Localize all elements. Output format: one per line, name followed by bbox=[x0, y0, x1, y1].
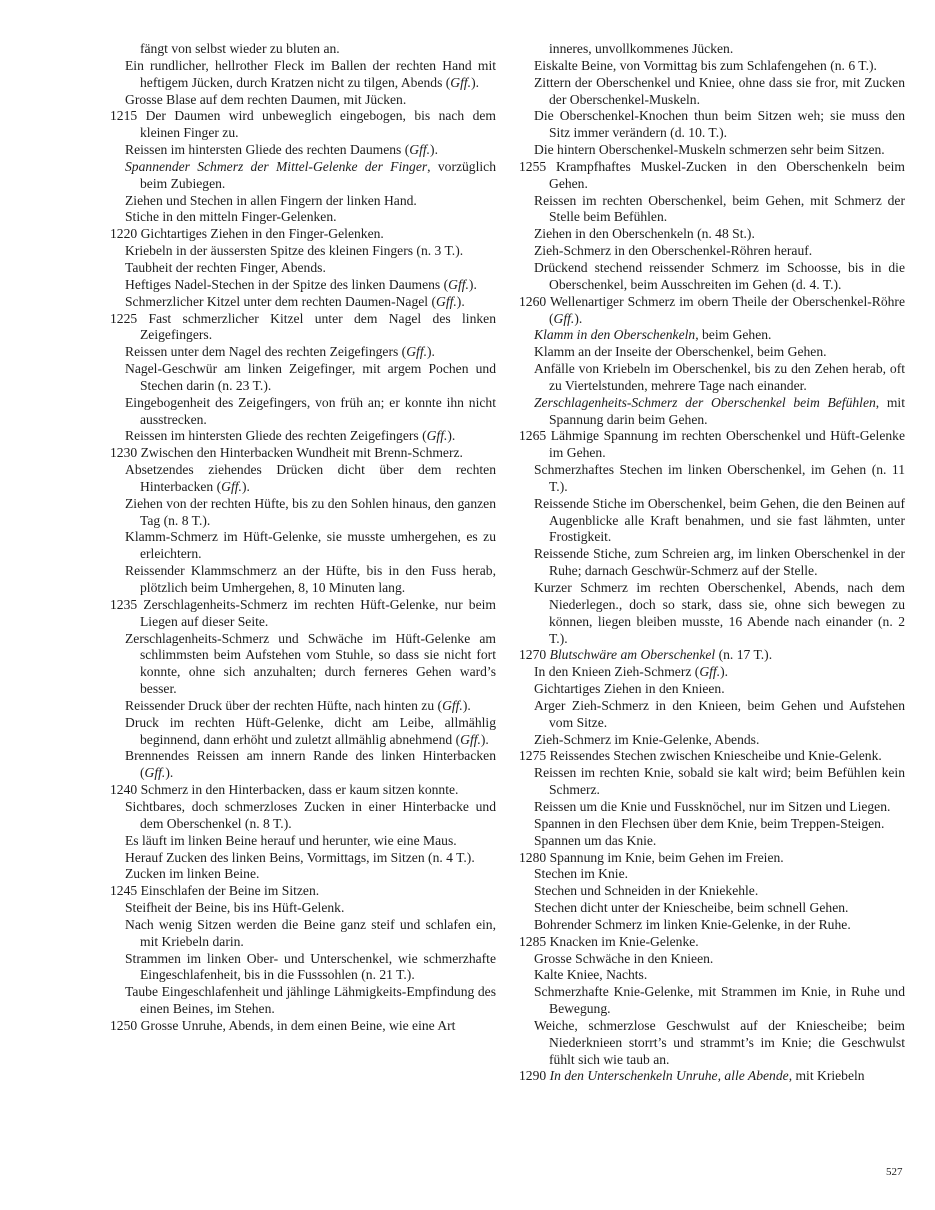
entry-text: , mit Kriebeln bbox=[788, 1068, 865, 1084]
entry-text: Strammen im linken Ober- und Unterschenkel, wie schmerzhafte Eingeschlafenheit, bis in die Fusssohlen (n. 21 T.). bbox=[125, 950, 496, 983]
entry-text: In den Knieen Zieh-Schmerz ( bbox=[534, 664, 700, 680]
entry-text: Anfälle von Kriebeln im Oberschenkel, bis zu den Zehen herab, oft zu Viertelstunden, mehrere Tage nach einander. bbox=[534, 361, 905, 393]
symptom-entry bbox=[110, 159, 496, 193]
symptom-entry bbox=[110, 92, 496, 109]
symptom-entry bbox=[110, 951, 496, 985]
entry-text: (n. 17 T.). bbox=[715, 647, 773, 663]
entry-text: Stiche in den mitteln Finger-Gelenken. bbox=[125, 209, 337, 225]
entry-text: ). bbox=[430, 142, 438, 158]
entry-text: Stechen im Knie. bbox=[534, 866, 629, 882]
symptom-entry bbox=[519, 428, 905, 462]
entry-text: , vorzüglich beim Zubiegen. bbox=[140, 158, 496, 191]
entry-text: Klamm-Schmerz im Hüft-Gelenke, sie musste umhergehen, es zu erleichtern. bbox=[125, 529, 496, 562]
symptom-entry bbox=[110, 698, 496, 715]
entry-text: Ein rundlicher, hellrother Fleck im Ballen der rechten Hand mit heftigem Jücken, durch Kratzen nicht zu tilgen, Abends ( bbox=[125, 57, 496, 90]
symptom-entry bbox=[110, 883, 496, 900]
entry-number: 1240 bbox=[110, 782, 138, 798]
symptom-entry bbox=[110, 395, 496, 429]
entry-text: Grosse Schwäche in den Knieen. bbox=[534, 950, 714, 966]
entry-text: Taubheit der rechten Finger, Abends. bbox=[125, 259, 326, 275]
entry-text: Schmerzlicher Kitzel unter dem rechten Daumen-Nagel ( bbox=[125, 293, 437, 309]
entry-text: Gff. bbox=[409, 142, 431, 158]
symptom-entry bbox=[519, 883, 905, 900]
symptom-entry bbox=[519, 647, 905, 664]
entry-text: Sichtbares, doch schmerzloses Zucken in einer Hinterbacke und dem Oberschenkel (n. 8 T.). bbox=[125, 798, 496, 831]
entry-text: Ziehen in den Oberschenkeln (n. 48 St.). bbox=[534, 226, 755, 242]
entry-text: Der Daumen wird unbeweglich eingebogen, bis nach dem kleinen Finger zu. bbox=[140, 108, 497, 141]
symptom-entry bbox=[110, 311, 496, 345]
entry-text: ). bbox=[427, 344, 435, 360]
entry-text: ). bbox=[165, 765, 174, 781]
entry-text: Spannung im Knie, beim Gehen im Freien. bbox=[549, 849, 784, 865]
symptom-entry bbox=[110, 866, 496, 883]
symptom-entry bbox=[519, 260, 905, 294]
symptom-entry bbox=[110, 260, 496, 277]
symptom-entry bbox=[110, 631, 496, 698]
entry-text: ). bbox=[241, 478, 250, 494]
symptom-entry bbox=[519, 816, 905, 833]
entry-text: fängt von selbst wieder zu bluten an. bbox=[140, 41, 340, 56]
symptom-entry bbox=[519, 294, 905, 328]
entry-text: ). bbox=[480, 731, 489, 747]
entry-text: Spannen um das Knie. bbox=[534, 832, 657, 848]
entry-number: 1225 bbox=[110, 310, 138, 326]
symptom-entry bbox=[519, 866, 905, 883]
entry-text: Brennendes Reissen am innern Rande des linken Hinterbacken ( bbox=[125, 748, 496, 781]
symptom-entry bbox=[519, 344, 905, 361]
entry-text: Zieh-Schmerz im Knie-Gelenke, Abends. bbox=[534, 731, 760, 747]
symptom-entry bbox=[519, 765, 905, 799]
symptom-entry bbox=[110, 748, 496, 782]
entry-text: , beim Gehen. bbox=[695, 327, 772, 343]
symptom-entry bbox=[110, 529, 496, 563]
entry-text: Arger Zieh-Schmerz in den Knieen, beim Gehen und Aufstehen vom Sitze. bbox=[534, 697, 905, 730]
page-number: 527 bbox=[886, 1166, 903, 1178]
entry-text: ). bbox=[456, 293, 465, 309]
entry-text: ). bbox=[447, 428, 456, 444]
entry-text: Bohrender Schmerz im linken Knie-Gelenke, in der Ruhe. bbox=[534, 916, 851, 932]
entry-text: Absetzendes ziehendes Drücken dicht über dem rechten Hinterbacken ( bbox=[125, 462, 496, 494]
entry-text: Reissen um die Knie und Fussknöchel, nur im Sitzen und Liegen. bbox=[534, 798, 891, 814]
entry-text: Grosse Unruhe, Abends, in dem einen Beine, wie eine Art bbox=[140, 1017, 456, 1033]
entry-text: Reissende Stiche, zum Schreien arg, im linken Oberschenkel in der Ruhe; darnach Geschwür-Schmerz auf der Stelle. bbox=[534, 546, 905, 579]
entry-text: Reissen im hintersten Gliede des rechten Zeigefingers ( bbox=[125, 428, 427, 444]
entry-text: Gff. bbox=[406, 344, 427, 360]
symptom-entry bbox=[110, 41, 496, 58]
symptom-entry bbox=[110, 243, 496, 260]
symptom-entry bbox=[519, 1018, 905, 1069]
entry-text: Zieh-Schmerz in den Oberschenkel-Röhren herauf. bbox=[534, 243, 813, 259]
symptom-entry bbox=[519, 327, 905, 344]
entry-text: Reissendes Stechen zwischen Kniescheibe und Knie-Gelenk. bbox=[549, 748, 882, 764]
symptom-entry bbox=[519, 732, 905, 749]
entry-text: Gichtartiges Ziehen in den Knieen. bbox=[534, 681, 725, 697]
entry-number: 1275 bbox=[519, 748, 547, 764]
entry-text: Schmerzhaftes Stechen im linken Oberschenkel, im Gehen (n. 11 T.). bbox=[534, 462, 905, 494]
entry-text: Reissen unter dem Nagel des rechten Zeigefingers ( bbox=[125, 344, 407, 360]
entry-text: Zerschlagenheits-Schmerz im rechten Hüft-Gelenke, nur beim Liegen auf dieser Seite. bbox=[140, 596, 496, 629]
symptom-entry bbox=[519, 108, 905, 142]
symptom-entry bbox=[519, 546, 905, 580]
entry-number: 1280 bbox=[519, 849, 547, 865]
entry-text: Gff. bbox=[448, 276, 469, 292]
entry-text: Heftiges Nadel-Stechen in der Spitze des linken Daumens ( bbox=[125, 276, 449, 292]
symptom-entry bbox=[519, 681, 905, 698]
entry-text: Klamm in den Oberschenkeln bbox=[534, 327, 696, 343]
entry-text: Gff. bbox=[144, 765, 166, 781]
symptom-entry bbox=[519, 580, 905, 647]
entry-text: Zwischen den Hinterbacken Wundheit mit Brenn-Schmerz. bbox=[140, 445, 463, 461]
entry-text: Reissen im rechten Oberschenkel, beim Gehen, mit Schmerz der Stelle beim Befühlen. bbox=[534, 192, 905, 225]
entry-text: Zittern der Oberschenkel und Kniee, ohne dass sie fror, mit Zucken der Oberschenkel-Muskeln. bbox=[534, 74, 905, 107]
entry-text: Kriebeln in der äussersten Spitze des kleinen Fingers (n. 3 T.). bbox=[125, 243, 464, 259]
entry-number: 1290 bbox=[519, 1068, 547, 1084]
symptom-entry bbox=[110, 715, 496, 749]
symptom-entry bbox=[519, 462, 905, 496]
symptom-entry bbox=[519, 243, 905, 260]
entry-text: Gff. bbox=[426, 428, 448, 444]
symptom-entry bbox=[519, 226, 905, 243]
symptom-entry bbox=[519, 664, 905, 681]
entry-text: Herauf Zucken des linken Beins, Vormittags, im Sitzen (n. 4 T.). bbox=[125, 849, 475, 865]
entry-text: Es läuft im linken Beine herauf und herunter, wie eine Maus. bbox=[125, 832, 457, 848]
entry-text: Gff. bbox=[450, 74, 472, 90]
symptom-entry bbox=[110, 142, 496, 159]
entry-text: Fast schmerzlicher Kitzel unter dem Nagel des linken Zeigefingers. bbox=[140, 310, 496, 343]
symptom-entry bbox=[519, 142, 905, 159]
symptom-entry bbox=[110, 850, 496, 867]
entry-text: Spannender Schmerz der Mittel-Gelenke der Finger bbox=[125, 158, 428, 174]
entry-text: Gff. bbox=[442, 697, 463, 713]
entry-text: Schmerzhafte Knie-Gelenke, mit Strammen im Knie, in Ruhe und Bewegung. bbox=[534, 984, 905, 1017]
entry-text: Kurzer Schmerz im rechten Oberschenkel, Abends, nach dem Niederlegen., doch so stark, dass sie, ohne sich bewegen zu können, liegen bleiben musste, 16 Abende nach einander (n. 2 T.). bbox=[534, 580, 905, 646]
entry-text: Wellenartiger Schmerz im obern Theile der Oberschenkel-Röhre ( bbox=[549, 293, 905, 326]
right-column bbox=[519, 41, 905, 1085]
entry-text: Reissender Klammschmerz an der Hüfte, bis in den Fuss herab, plötzlich beim Umhergehen, 8, 10 Minuten lang. bbox=[125, 563, 496, 595]
symptom-entry bbox=[110, 782, 496, 799]
symptom-entry bbox=[110, 428, 496, 445]
symptom-entry bbox=[519, 951, 905, 968]
symptom-entry bbox=[110, 277, 496, 294]
entry-number: 1250 bbox=[110, 1017, 138, 1033]
symptom-entry bbox=[110, 58, 496, 92]
entry-text: Ziehen von der rechten Hüfte, bis zu den Sohlen hinaus, den ganzen Tag (n. 8 T.). bbox=[125, 495, 496, 528]
symptom-entry bbox=[519, 984, 905, 1018]
symptom-entry bbox=[519, 934, 905, 951]
entry-text: Nach wenig Sitzen werden die Beine ganz steif und schlafen ein, mit Kriebeln darin. bbox=[125, 916, 496, 949]
entry-text: Schmerz in den Hinterbacken, dass er kaum sitzen konnte. bbox=[140, 782, 459, 798]
symptom-entry bbox=[110, 496, 496, 530]
entry-text: Gichtartiges Ziehen in den Finger-Gelenken. bbox=[140, 226, 384, 242]
symptom-entry bbox=[110, 984, 496, 1018]
entry-number: 1230 bbox=[110, 445, 138, 461]
entry-text: Die Oberschenkel-Knochen thun beim Sitzen weh; sie muss den Sitz immer verändern (d. 10. T.). bbox=[534, 108, 905, 141]
symptom-entry bbox=[519, 748, 905, 765]
entry-text: Stechen und Schneiden in der Kniekehle. bbox=[534, 883, 759, 899]
left-column bbox=[110, 41, 496, 1035]
symptom-entry bbox=[519, 58, 905, 75]
symptom-entry bbox=[110, 563, 496, 597]
entry-text: Gff. bbox=[699, 664, 721, 680]
entry-text: , mit Spannung darin beim Gehen. bbox=[549, 394, 905, 427]
entry-number: 1285 bbox=[519, 933, 547, 949]
entry-text: Kalte Kniee, Nachts. bbox=[534, 967, 648, 983]
entry-text: ). bbox=[462, 697, 471, 713]
symptom-entry bbox=[110, 361, 496, 395]
entry-number: 1245 bbox=[110, 883, 138, 899]
entry-text: Stechen dicht unter der Kniescheibe, beim schnell Gehen. bbox=[534, 900, 849, 916]
entry-text: Reissende Stiche im Oberschenkel, beim Gehen, die den Beinen auf Augenblicke alle Kraft benahmen, und sie fast lähmten, unter Frostigkeit. bbox=[534, 495, 905, 545]
symptom-entry bbox=[519, 900, 905, 917]
entry-number: 1255 bbox=[519, 158, 547, 174]
entry-text: In den Unterschenkeln Unruhe, alle Abende bbox=[549, 1068, 789, 1084]
symptom-entry bbox=[110, 193, 496, 210]
symptom-entry bbox=[519, 698, 905, 732]
entry-text: Einschlafen der Beine im Sitzen. bbox=[140, 883, 320, 899]
entry-text: Die hintern Oberschenkel-Muskeln schmerzen sehr beim Sitzen. bbox=[534, 142, 885, 158]
entry-number: 1235 bbox=[110, 596, 138, 612]
entry-text: Gff. bbox=[221, 478, 242, 494]
entry-text: Eiskalte Beine, von Vormittag bis zum Schlafengehen (n. 6 T.). bbox=[534, 57, 877, 73]
entry-text: Eingebogenheit des Zeigefingers, von früh an; er konnte ihn nicht ausstrecken. bbox=[125, 394, 496, 427]
entry-text: Gff. bbox=[460, 731, 481, 747]
symptom-entry bbox=[110, 209, 496, 226]
entry-number: 1260 bbox=[519, 293, 547, 309]
entry-text: Krampfhaftes Muskel-Zucken in den Oberschenkeln beim Gehen. bbox=[549, 158, 905, 191]
entry-text: Steifheit der Beine, bis ins Hüft-Gelenk. bbox=[125, 900, 345, 916]
entry-text: ). bbox=[574, 310, 583, 326]
entry-text: ). bbox=[471, 74, 480, 90]
entry-text: ). bbox=[468, 276, 477, 292]
symptom-entry bbox=[519, 361, 905, 395]
symptom-entry bbox=[110, 462, 496, 496]
entry-number: 1270 bbox=[519, 647, 547, 663]
symptom-entry bbox=[110, 917, 496, 951]
symptom-entry bbox=[519, 395, 905, 429]
symptom-entry bbox=[110, 1018, 496, 1035]
entry-text: Taube Eingeschlafenheit und jählinge Lähmigkeits-Empfindung des einen Beines, im Stehen. bbox=[125, 984, 496, 1017]
entry-text: ). bbox=[720, 664, 729, 680]
symptom-entry bbox=[110, 799, 496, 833]
symptom-entry bbox=[519, 496, 905, 547]
entry-number: 1215 bbox=[110, 108, 138, 124]
entry-text: Grosse Blase auf dem rechten Daumen, mit Jücken. bbox=[125, 91, 407, 107]
entry-text: Weiche, schmerzlose Geschwulst auf der Kniescheibe; beim Niederknieen storrt’s und strammt’s im Knie; die Geschwulst fühlt sich wie taub an. bbox=[534, 1017, 905, 1067]
entry-text: Gff. bbox=[436, 293, 457, 309]
symptom-entry bbox=[519, 41, 905, 58]
entry-text: Drückend stechend reissender Schmerz im Schoosse, bis in die Oberschenkel, beim Ausschreiten im Gehen (d. 4. T.). bbox=[534, 259, 905, 292]
entry-text: Zerschlagenheits-Schmerz der Oberschenkel beim Befühlen bbox=[534, 394, 876, 410]
entry-text: Ziehen und Stechen in allen Fingern der linken Hand. bbox=[125, 192, 417, 208]
symptom-entry bbox=[110, 294, 496, 311]
symptom-entry bbox=[519, 967, 905, 984]
entry-number: 1220 bbox=[110, 226, 138, 242]
symptom-entry bbox=[519, 850, 905, 867]
symptom-entry bbox=[519, 833, 905, 850]
entry-text: Klamm an der Inseite der Oberschenkel, beim Gehen. bbox=[534, 344, 827, 360]
entry-text: Druck im rechten Hüft-Gelenke, dicht am Leibe, allmählig beginnend, dann erhöht und zuletzt allmählig abnehmend ( bbox=[125, 714, 496, 747]
symptom-entry bbox=[519, 193, 905, 227]
symptom-entry bbox=[519, 917, 905, 934]
entry-text: Reissen im rechten Knie, sobald sie kalt wird; beim Befühlen kein Schmerz. bbox=[534, 765, 905, 798]
entry-text: Lähmige Spannung im rechten Oberschenkel und Hüft-Gelenke im Gehen. bbox=[549, 428, 905, 461]
symptom-entry bbox=[110, 344, 496, 361]
entry-text: Reissen im hintersten Gliede des rechten Daumens ( bbox=[125, 142, 410, 158]
symptom-entry bbox=[110, 445, 496, 462]
symptom-entry bbox=[110, 900, 496, 917]
entry-text: Zerschlagenheits-Schmerz und Schwäche im Hüft-Gelenke am schlimmsten beim Aufstehen vom Stuhle, so dass sie nicht fort konnte, ohne sich anzuhalten; durch ferneres Gehen ward’s besser. bbox=[125, 630, 496, 697]
symptom-entry bbox=[519, 75, 905, 109]
entry-number: 1265 bbox=[519, 428, 547, 444]
symptom-entry bbox=[519, 159, 905, 193]
symptom-entry bbox=[110, 833, 496, 850]
entry-text: Spannen in den Flechsen über dem Knie, beim Treppen-Steigen. bbox=[534, 815, 885, 831]
entry-text: inneres, unvollkommenes Jücken. bbox=[549, 41, 734, 56]
entry-text: Blutschwäre am Oberschenkel bbox=[549, 647, 716, 663]
entry-text: Gff. bbox=[553, 310, 575, 326]
symptom-entry bbox=[519, 1068, 905, 1085]
entry-text: Reissender Druck über der rechten Hüfte, nach hinten zu ( bbox=[125, 697, 443, 713]
entry-text: Nagel-Geschwür am linken Zeigefinger, mit argem Pochen und Stechen darin (n. 23 T.). bbox=[125, 361, 496, 393]
symptom-entry bbox=[519, 799, 905, 816]
symptom-entry bbox=[110, 597, 496, 631]
entry-text: Zucken im linken Beine. bbox=[125, 866, 260, 882]
entry-text: Knacken im Knie-Gelenke. bbox=[549, 933, 699, 949]
symptom-entry bbox=[110, 226, 496, 243]
symptom-entry bbox=[110, 108, 496, 142]
